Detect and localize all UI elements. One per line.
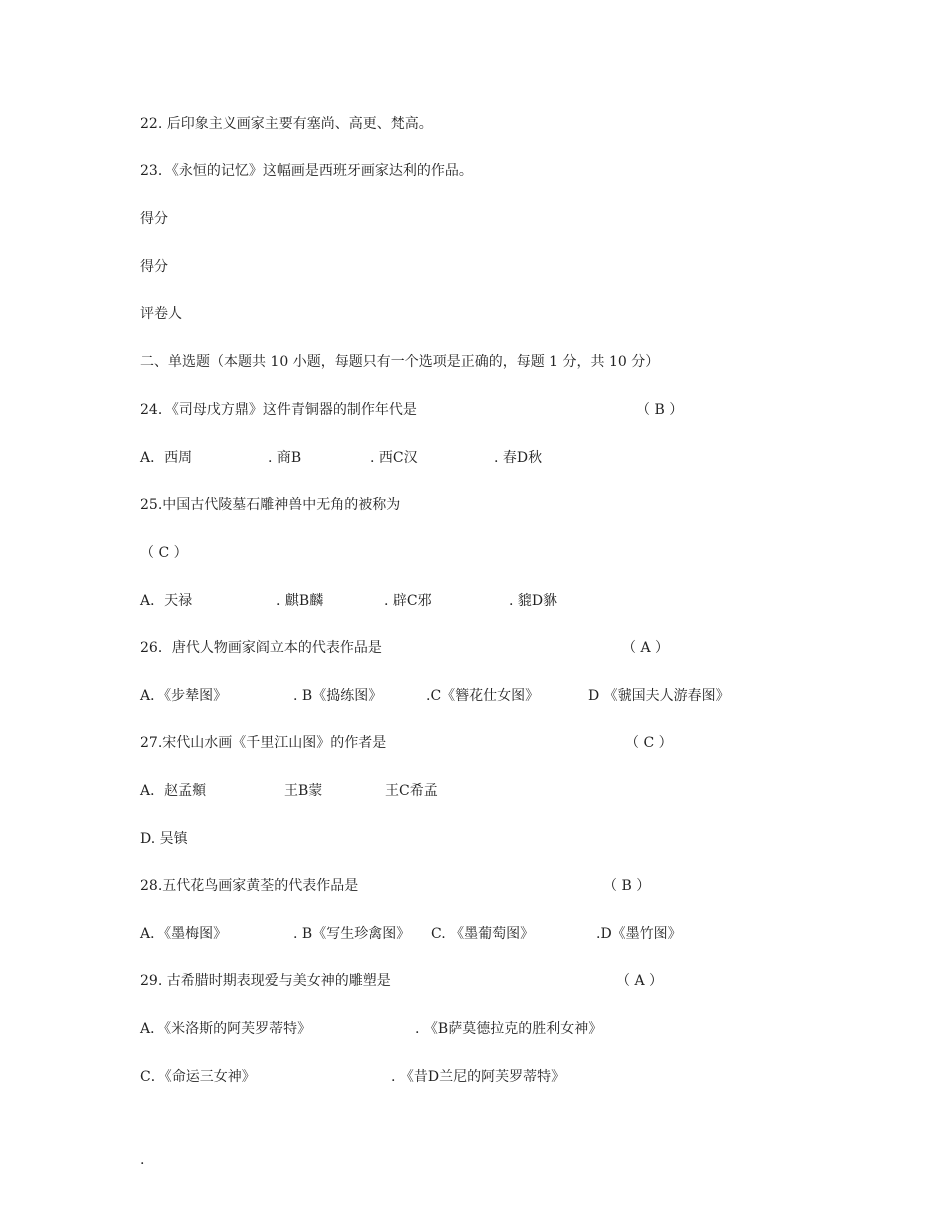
- question-29-answer: （ A ）: [616, 973, 664, 989]
- option-d: . 貔D貅: [509, 593, 558, 609]
- option-b: . 麒B麟: [276, 593, 324, 609]
- grader-label: 评卷人: [140, 306, 182, 322]
- question-25-stem: 25.中国古代陵墓石雕神兽中无角的被称为: [140, 497, 401, 513]
- question-24-answer: （ B ）: [636, 402, 684, 418]
- option-b: . 商B: [268, 450, 302, 466]
- option-a: A．赵孟頫: [140, 783, 207, 799]
- question-26-stem: 26．唐代人物画家阎立本的代表作品是: [140, 640, 382, 656]
- option-d: . 《昔D兰尼的阿芙罗蒂特》: [391, 1069, 566, 1085]
- option-a: A．《米洛斯的阿芙罗蒂特》: [140, 1021, 312, 1037]
- option-c: . 西C汉: [370, 450, 418, 466]
- question-24-options: [140, 448, 840, 468]
- question-24-stem: 24．《司母戊方鼎》这件青铜器的制作年代是: [140, 402, 417, 418]
- option-a: A．《墨梅图》: [140, 926, 228, 942]
- footer-dot: .: [140, 1152, 145, 1168]
- option-c: C．《命运三女神》: [140, 1069, 256, 1085]
- question-27-stem: 27.宋代山水画《千里江山图》的作者是: [140, 735, 387, 751]
- question-25-answer: （ C ）: [140, 545, 188, 561]
- question-29-options-row1: [140, 1019, 840, 1039]
- option-a: A．西周: [140, 450, 193, 466]
- question-27-answer: （ C ）: [625, 735, 673, 751]
- option-c: . 辟C邪: [384, 593, 432, 609]
- score-label: 得分: [140, 211, 168, 227]
- question-26-answer: （ A ）: [622, 640, 670, 656]
- option-d: . 春D秋: [494, 450, 543, 466]
- question-27-options: [140, 781, 840, 801]
- option-a: A．天禄: [140, 593, 193, 609]
- question-26-options: [140, 686, 840, 706]
- option-d: .D《墨竹图》: [596, 926, 682, 942]
- option-b: . B《写生珍禽图》: [293, 926, 411, 942]
- option-c: .C《簪花仕女图》: [426, 688, 540, 704]
- section-heading: 二、单选题（本题共 10 小题，每题只有一个选项是正确的，每题 1 分，共 10 分）: [140, 354, 660, 370]
- question-28-options: [140, 924, 840, 944]
- question-27-option-d: D. 吴镇: [140, 831, 188, 847]
- option-a: A．《步辇图》: [140, 688, 228, 704]
- question-25-options: [140, 591, 840, 611]
- option-b: . 《B萨莫德拉克的胜利女神》: [415, 1021, 603, 1037]
- statement-23: 23．《永恒的记忆》这幅画是西班牙画家达利的作品。: [140, 163, 473, 179]
- question-28-stem: 28.五代花鸟画家黄荃的代表作品是: [140, 878, 359, 894]
- option-b: 王B蒙: [284, 783, 323, 799]
- question-29-options-row2: [140, 1067, 840, 1087]
- statement-22: 22. 后印象主义画家主要有塞尚、高更、梵高。: [140, 116, 433, 132]
- option-c: C. 《墨葡萄图》: [431, 926, 535, 942]
- option-b: . B《捣练图》: [293, 688, 383, 704]
- option-c: 王C希孟: [385, 783, 438, 799]
- question-29-stem: 29. 古希腊时期表现爱与美女神的雕塑是: [140, 973, 391, 989]
- option-d: D 《虢国夫人游春图》: [588, 688, 730, 704]
- score-label-2: 得分: [140, 259, 168, 275]
- question-28-answer: （ B ）: [603, 878, 651, 894]
